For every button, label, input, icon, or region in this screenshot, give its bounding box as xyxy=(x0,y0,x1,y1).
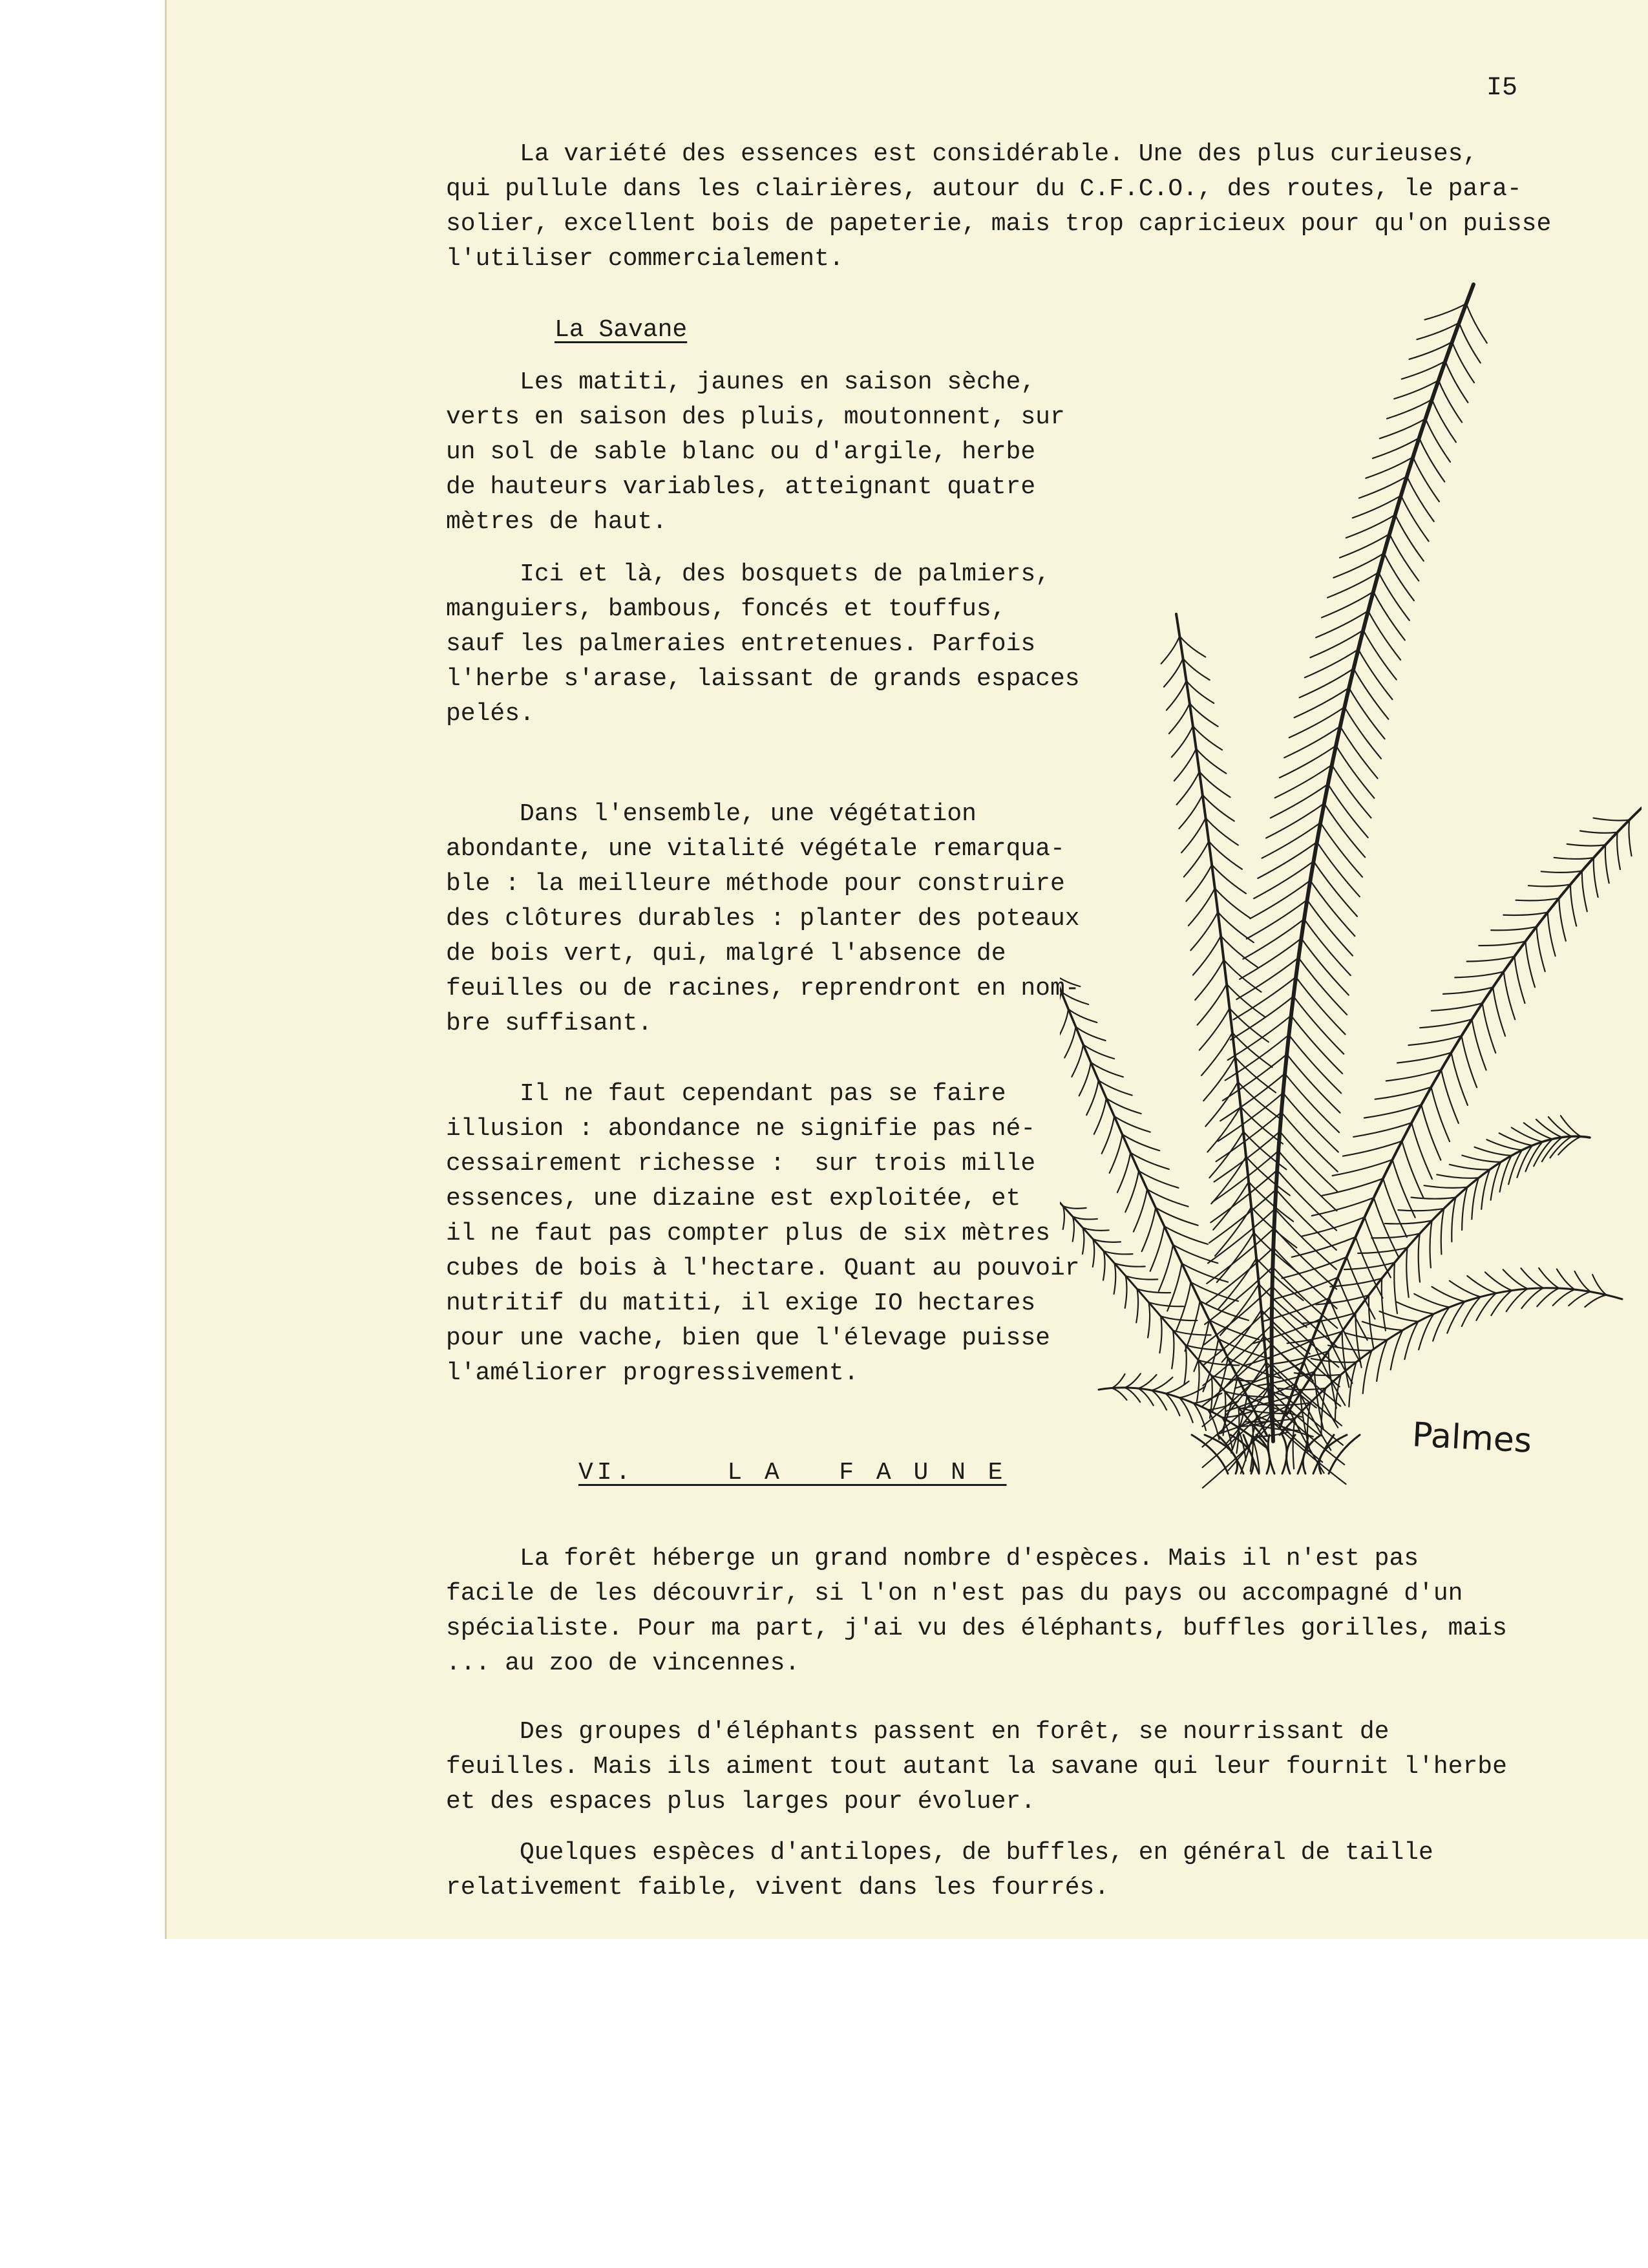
paragraph-elephants: Des groupes d'éléphants passent en forêt, se nourrissant de feuilles. Mais ils aiment tout autant la savane qui leur fournit l'herbe et des espaces plus larges pour évoluer. xyxy=(446,1718,1507,1816)
paragraph-matiti: Les matiti, jaunes en saison sèche, verts en saison des pluis, moutonnent, sur un sol de sable blanc ou d'argile, herbe de hauteurs variables, atteignant quatre mètres de haut. xyxy=(446,368,1065,536)
paragraph-illusion: Il ne faut cependant pas se faire illusion : abondance ne signifie pas né- cessairement richesse : sur trois mille essences, une dizaine est exploitée, et il ne faut pas compter plus de six mètres cubes de bois à l'hectare. Quant au pouvoir nutritif du matiti, il exige IO hectares pour une vache, bien que l'élevage puisse l'améliorer progressivement. xyxy=(446,1080,1080,1387)
paragraph-antilopes: Quelques espèces d'antilopes, de buffles, en général de taille relativement faible, vivent dans les fourrés. xyxy=(446,1839,1433,1902)
paragraph-bosquets: Ici et là, des bosquets de palmiers, manguiers, bambous, foncés et touffus, sauf les palmeraies entretenues. Parfois l'herbe s'arase, laissant de grands espaces pelés. xyxy=(446,560,1080,728)
palm-frond-svg xyxy=(1060,278,1642,1493)
scan-background xyxy=(0,0,165,2268)
palm-frond-drawing-icon xyxy=(1060,278,1642,1493)
paragraph-especes: La forêt héberge un grand nombre d'espèces. Mais il n'est pas facile de les découvrir, si l'on n'est pas du pays ou accompagné d'un spécialiste. Pour ma part, j'ai vu des éléphants, buffles gorilles, mais ... au zoo de vincennes. xyxy=(446,1545,1507,1677)
paragraph-essences: La variété des essences est considérable. Une des plus curieuses, qui pullule dans les clairières, autour du C.F.C.O., des routes, le para- solier, excellent bois de papeterie, mais trop capricieux pour qu'on puisse l'utiliser commercialement. xyxy=(446,140,1552,273)
paragraph-vegetation: Dans l'ensemble, une végétation abondante, une vitalité végétale remarqua- ble : la meilleure méthode pour construire des clôtures durables : planter des poteaux de bois vert, qui, malgré l'absence de feuilles ou de racines, reprendront en nom- bre suffisant. xyxy=(446,800,1080,1037)
heading-la-faune: VI. L A F A U N E xyxy=(578,1459,1007,1487)
illustration-caption: Palmes xyxy=(1411,1415,1533,1461)
page-number: I5 xyxy=(1486,74,1518,103)
heading-la-savane: La Savane xyxy=(555,316,688,344)
